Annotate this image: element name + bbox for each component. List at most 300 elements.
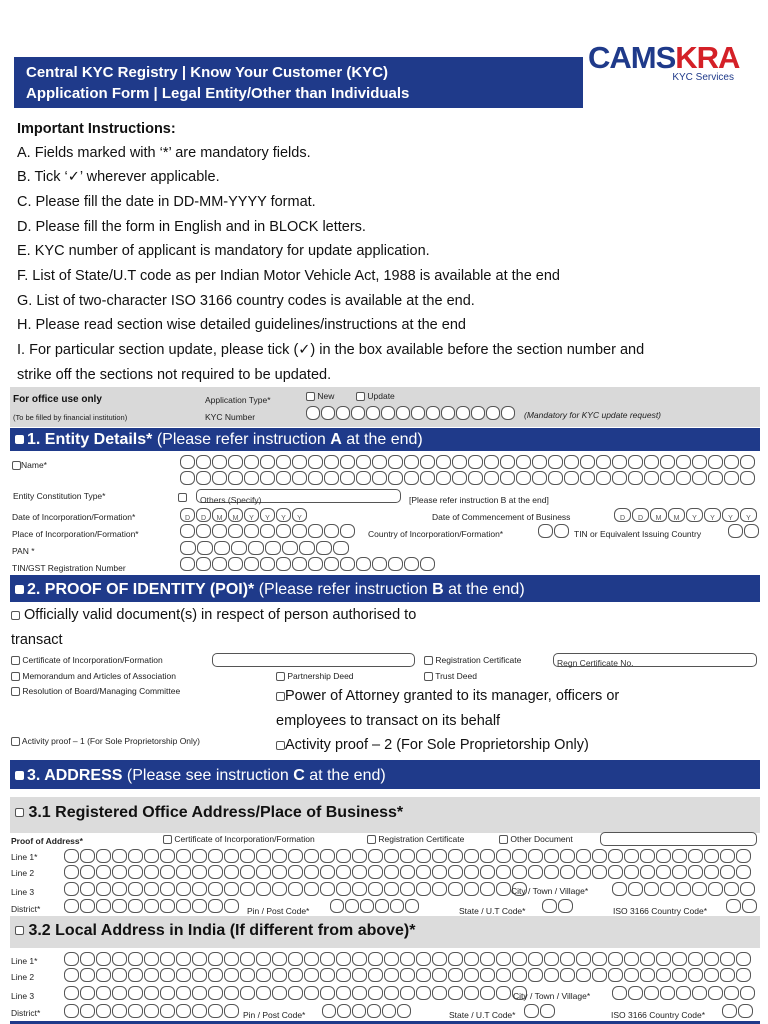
char-box[interactable] bbox=[64, 952, 79, 966]
char-box[interactable] bbox=[324, 455, 339, 469]
char-box[interactable] bbox=[400, 986, 415, 1000]
char-box[interactable] bbox=[644, 882, 659, 896]
char-box[interactable] bbox=[306, 406, 320, 420]
char-box[interactable] bbox=[231, 541, 247, 555]
char-box[interactable] bbox=[544, 849, 559, 863]
char-box[interactable] bbox=[336, 952, 351, 966]
poa-coi-checkbox[interactable]: Certificate of Incorporation/Formation bbox=[163, 834, 315, 844]
char-box[interactable] bbox=[471, 406, 485, 420]
char-box[interactable] bbox=[224, 986, 239, 1000]
char-box[interactable] bbox=[176, 899, 191, 913]
char-box[interactable] bbox=[436, 471, 451, 485]
char-box[interactable] bbox=[64, 986, 79, 1000]
activity1-checkbox[interactable]: Activity proof – 1 (For Sole Proprietorship Only) bbox=[11, 736, 200, 746]
char-box[interactable] bbox=[404, 557, 419, 571]
char-box[interactable] bbox=[316, 541, 332, 555]
char-box[interactable] bbox=[224, 882, 239, 896]
char-box[interactable] bbox=[256, 882, 271, 896]
char-box[interactable]: M bbox=[228, 508, 243, 522]
char-box[interactable] bbox=[288, 968, 303, 982]
char-box[interactable] bbox=[336, 865, 351, 879]
char-box[interactable] bbox=[432, 952, 447, 966]
char-box[interactable] bbox=[244, 471, 259, 485]
doc-date-boxes[interactable] bbox=[614, 508, 757, 522]
char-box[interactable] bbox=[368, 865, 383, 879]
char-box[interactable] bbox=[580, 455, 595, 469]
char-box[interactable] bbox=[324, 557, 339, 571]
char-box[interactable] bbox=[276, 557, 291, 571]
char-box[interactable] bbox=[276, 471, 291, 485]
char-box[interactable] bbox=[592, 968, 607, 982]
char-box[interactable] bbox=[720, 849, 735, 863]
char-box[interactable] bbox=[308, 471, 323, 485]
char-box[interactable] bbox=[276, 524, 291, 538]
char-box[interactable] bbox=[512, 952, 527, 966]
char-box[interactable] bbox=[256, 986, 271, 1000]
char-box[interactable]: Y bbox=[686, 508, 703, 522]
char-box[interactable] bbox=[388, 455, 403, 469]
char-box[interactable] bbox=[80, 952, 95, 966]
reg-city-boxes[interactable] bbox=[612, 882, 755, 896]
char-box[interactable] bbox=[688, 968, 703, 982]
char-box[interactable] bbox=[736, 865, 751, 879]
char-box[interactable] bbox=[416, 849, 431, 863]
char-box[interactable] bbox=[592, 849, 607, 863]
char-box[interactable] bbox=[416, 986, 431, 1000]
char-box[interactable] bbox=[272, 968, 287, 982]
char-box[interactable] bbox=[64, 899, 79, 913]
char-box[interactable]: D bbox=[196, 508, 211, 522]
char-box[interactable] bbox=[426, 406, 440, 420]
reg-iso-boxes[interactable] bbox=[726, 899, 757, 913]
char-box[interactable] bbox=[160, 849, 175, 863]
char-box[interactable] bbox=[320, 952, 335, 966]
char-box[interactable] bbox=[160, 952, 175, 966]
char-box[interactable] bbox=[356, 557, 371, 571]
char-box[interactable] bbox=[480, 882, 495, 896]
char-box[interactable] bbox=[724, 882, 739, 896]
char-box[interactable] bbox=[304, 882, 319, 896]
coi-proof-checkbox[interactable]: Certificate of Incorporation/Formation bbox=[11, 655, 163, 665]
char-box[interactable] bbox=[416, 865, 431, 879]
char-box[interactable] bbox=[240, 849, 255, 863]
char-box[interactable] bbox=[628, 455, 643, 469]
char-box[interactable] bbox=[196, 455, 211, 469]
char-box[interactable] bbox=[416, 968, 431, 982]
char-box[interactable] bbox=[352, 849, 367, 863]
char-box[interactable] bbox=[692, 986, 707, 1000]
char-box[interactable] bbox=[420, 557, 435, 571]
name-boxes-row2[interactable] bbox=[180, 471, 755, 485]
char-box[interactable] bbox=[640, 849, 655, 863]
char-box[interactable] bbox=[676, 986, 691, 1000]
char-box[interactable] bbox=[464, 986, 479, 1000]
char-box[interactable] bbox=[464, 849, 479, 863]
char-box[interactable] bbox=[112, 849, 127, 863]
char-box[interactable] bbox=[596, 471, 611, 485]
char-box[interactable] bbox=[192, 968, 207, 982]
local-district-boxes[interactable] bbox=[64, 1004, 239, 1018]
char-box[interactable]: D bbox=[614, 508, 631, 522]
char-box[interactable] bbox=[432, 968, 447, 982]
char-box[interactable] bbox=[720, 952, 735, 966]
char-box[interactable] bbox=[330, 899, 344, 913]
char-box[interactable] bbox=[96, 1004, 111, 1018]
char-box[interactable] bbox=[396, 406, 410, 420]
char-box[interactable] bbox=[308, 524, 323, 538]
char-box[interactable] bbox=[192, 1004, 207, 1018]
char-box[interactable] bbox=[228, 557, 243, 571]
char-box[interactable] bbox=[404, 455, 419, 469]
char-box[interactable] bbox=[738, 1004, 753, 1018]
char-box[interactable] bbox=[736, 952, 751, 966]
char-box[interactable]: D bbox=[180, 508, 195, 522]
char-box[interactable] bbox=[640, 968, 655, 982]
char-box[interactable] bbox=[432, 865, 447, 879]
char-box[interactable] bbox=[624, 968, 639, 982]
char-box[interactable] bbox=[288, 986, 303, 1000]
char-box[interactable] bbox=[160, 986, 175, 1000]
char-box[interactable] bbox=[720, 865, 735, 879]
char-box[interactable] bbox=[176, 968, 191, 982]
char-box[interactable] bbox=[608, 865, 623, 879]
char-box[interactable] bbox=[64, 849, 79, 863]
char-box[interactable] bbox=[576, 865, 591, 879]
char-box[interactable]: D bbox=[632, 508, 649, 522]
char-box[interactable] bbox=[144, 899, 159, 913]
char-box[interactable] bbox=[96, 899, 111, 913]
char-box[interactable] bbox=[144, 952, 159, 966]
char-box[interactable] bbox=[468, 455, 483, 469]
char-box[interactable] bbox=[176, 1004, 191, 1018]
char-box[interactable] bbox=[292, 471, 307, 485]
char-box[interactable] bbox=[688, 952, 703, 966]
char-box[interactable] bbox=[708, 986, 723, 1000]
kyc-number-boxes[interactable] bbox=[306, 406, 515, 420]
char-box[interactable] bbox=[228, 524, 243, 538]
char-box[interactable] bbox=[180, 455, 195, 469]
char-box[interactable] bbox=[672, 968, 687, 982]
char-box[interactable] bbox=[384, 882, 399, 896]
char-box[interactable] bbox=[500, 455, 515, 469]
char-box[interactable] bbox=[96, 849, 111, 863]
char-box[interactable] bbox=[397, 1004, 411, 1018]
char-box[interactable] bbox=[644, 986, 659, 1000]
char-box[interactable] bbox=[608, 952, 623, 966]
char-box[interactable] bbox=[260, 471, 275, 485]
char-box[interactable] bbox=[356, 471, 371, 485]
char-box[interactable] bbox=[464, 865, 479, 879]
char-box[interactable] bbox=[368, 968, 383, 982]
char-box[interactable] bbox=[96, 882, 111, 896]
char-box[interactable] bbox=[532, 455, 547, 469]
char-box[interactable] bbox=[288, 849, 303, 863]
char-box[interactable] bbox=[80, 968, 95, 982]
char-box[interactable] bbox=[308, 455, 323, 469]
section-3-checkbox[interactable] bbox=[15, 771, 24, 780]
char-box[interactable] bbox=[96, 865, 111, 879]
char-box[interactable] bbox=[112, 952, 127, 966]
char-box[interactable] bbox=[272, 849, 287, 863]
section-1-checkbox[interactable] bbox=[15, 435, 24, 444]
char-box[interactable] bbox=[468, 471, 483, 485]
char-box[interactable] bbox=[728, 524, 743, 538]
char-box[interactable] bbox=[432, 849, 447, 863]
char-box[interactable] bbox=[368, 952, 383, 966]
char-box[interactable] bbox=[726, 899, 741, 913]
char-box[interactable] bbox=[368, 986, 383, 1000]
char-box[interactable] bbox=[320, 986, 335, 1000]
char-box[interactable] bbox=[336, 882, 351, 896]
char-box[interactable] bbox=[544, 865, 559, 879]
char-box[interactable] bbox=[480, 986, 495, 1000]
char-box[interactable] bbox=[576, 952, 591, 966]
char-box[interactable] bbox=[372, 455, 387, 469]
tin-country-boxes[interactable] bbox=[728, 524, 759, 538]
char-box[interactable] bbox=[742, 899, 757, 913]
local-iso-boxes[interactable] bbox=[722, 1004, 753, 1018]
coi-boxes[interactable] bbox=[538, 524, 569, 538]
char-box[interactable] bbox=[176, 849, 191, 863]
char-box[interactable] bbox=[672, 952, 687, 966]
reg-pin-boxes[interactable] bbox=[330, 899, 419, 913]
char-box[interactable] bbox=[516, 471, 531, 485]
char-box[interactable] bbox=[128, 952, 143, 966]
char-box[interactable] bbox=[452, 455, 467, 469]
char-box[interactable] bbox=[544, 952, 559, 966]
char-box[interactable] bbox=[704, 952, 719, 966]
char-box[interactable] bbox=[411, 406, 425, 420]
char-box[interactable] bbox=[352, 1004, 366, 1018]
char-box[interactable] bbox=[708, 882, 723, 896]
poi-boxes[interactable] bbox=[180, 524, 355, 538]
char-box[interactable] bbox=[322, 1004, 336, 1018]
char-box[interactable] bbox=[501, 406, 515, 420]
char-box[interactable] bbox=[720, 968, 735, 982]
char-box[interactable] bbox=[197, 541, 213, 555]
char-box[interactable]: Y bbox=[740, 508, 757, 522]
char-box[interactable] bbox=[404, 471, 419, 485]
char-box[interactable] bbox=[528, 968, 543, 982]
char-box[interactable] bbox=[724, 986, 739, 1000]
char-box[interactable] bbox=[464, 968, 479, 982]
char-box[interactable] bbox=[656, 952, 671, 966]
char-box[interactable] bbox=[80, 882, 95, 896]
local-city-boxes[interactable] bbox=[612, 986, 755, 1000]
char-box[interactable] bbox=[448, 952, 463, 966]
char-box[interactable] bbox=[448, 865, 463, 879]
char-box[interactable] bbox=[480, 865, 495, 879]
char-box[interactable] bbox=[208, 882, 223, 896]
char-box[interactable] bbox=[384, 986, 399, 1000]
char-box[interactable] bbox=[276, 455, 291, 469]
poa-reg-cert-checkbox[interactable]: Registration Certificate bbox=[367, 834, 464, 844]
char-box[interactable] bbox=[375, 899, 389, 913]
char-box[interactable] bbox=[64, 865, 79, 879]
char-box[interactable] bbox=[144, 849, 159, 863]
char-box[interactable] bbox=[676, 455, 691, 469]
char-box[interactable] bbox=[496, 865, 511, 879]
char-box[interactable] bbox=[345, 899, 359, 913]
char-box[interactable] bbox=[432, 882, 447, 896]
char-box[interactable] bbox=[400, 882, 415, 896]
char-box[interactable] bbox=[176, 986, 191, 1000]
char-box[interactable] bbox=[352, 865, 367, 879]
others-specify-field[interactable]: Others (Specify) bbox=[196, 489, 401, 503]
char-box[interactable] bbox=[656, 968, 671, 982]
reg-state-boxes[interactable] bbox=[542, 899, 573, 913]
char-box[interactable] bbox=[580, 471, 595, 485]
char-box[interactable] bbox=[240, 968, 255, 982]
char-box[interactable] bbox=[416, 952, 431, 966]
char-box[interactable] bbox=[496, 968, 511, 982]
char-box[interactable] bbox=[676, 471, 691, 485]
char-box[interactable] bbox=[80, 899, 95, 913]
char-box[interactable] bbox=[480, 952, 495, 966]
char-box[interactable] bbox=[384, 865, 399, 879]
char-box[interactable] bbox=[260, 557, 275, 571]
char-box[interactable] bbox=[740, 986, 755, 1000]
char-box[interactable]: Y bbox=[276, 508, 291, 522]
char-box[interactable] bbox=[740, 471, 755, 485]
char-box[interactable]: Y bbox=[260, 508, 275, 522]
char-box[interactable] bbox=[405, 899, 419, 913]
reg-line2-boxes[interactable] bbox=[64, 865, 751, 879]
char-box[interactable] bbox=[224, 849, 239, 863]
char-box[interactable] bbox=[528, 952, 543, 966]
reg-district-boxes[interactable] bbox=[64, 899, 239, 913]
char-box[interactable] bbox=[208, 968, 223, 982]
char-box[interactable] bbox=[240, 865, 255, 879]
char-box[interactable] bbox=[612, 986, 627, 1000]
char-box[interactable] bbox=[224, 952, 239, 966]
char-box[interactable] bbox=[524, 1004, 539, 1018]
char-box[interactable]: Y bbox=[244, 508, 259, 522]
char-box[interactable] bbox=[436, 455, 451, 469]
char-box[interactable] bbox=[672, 849, 687, 863]
char-box[interactable] bbox=[496, 849, 511, 863]
char-box[interactable] bbox=[292, 557, 307, 571]
char-box[interactable] bbox=[321, 406, 335, 420]
char-box[interactable] bbox=[400, 849, 415, 863]
char-box[interactable] bbox=[96, 952, 111, 966]
char-box[interactable] bbox=[160, 865, 175, 879]
char-box[interactable] bbox=[96, 986, 111, 1000]
char-box[interactable] bbox=[336, 849, 351, 863]
char-box[interactable] bbox=[208, 986, 223, 1000]
char-box[interactable] bbox=[176, 882, 191, 896]
char-box[interactable] bbox=[240, 986, 255, 1000]
char-box[interactable] bbox=[64, 968, 79, 982]
char-box[interactable] bbox=[144, 882, 159, 896]
char-box[interactable] bbox=[176, 865, 191, 879]
char-box[interactable] bbox=[704, 865, 719, 879]
char-box[interactable] bbox=[292, 455, 307, 469]
char-box[interactable] bbox=[212, 471, 227, 485]
char-box[interactable] bbox=[612, 455, 627, 469]
char-box[interactable] bbox=[448, 882, 463, 896]
char-box[interactable] bbox=[564, 471, 579, 485]
char-box[interactable] bbox=[500, 471, 515, 485]
char-box[interactable] bbox=[144, 865, 159, 879]
char-box[interactable] bbox=[324, 471, 339, 485]
char-box[interactable] bbox=[112, 865, 127, 879]
pan-boxes[interactable] bbox=[180, 541, 349, 555]
char-box[interactable] bbox=[144, 986, 159, 1000]
char-box[interactable] bbox=[288, 865, 303, 879]
char-box[interactable] bbox=[688, 849, 703, 863]
char-box[interactable] bbox=[486, 406, 500, 420]
char-box[interactable] bbox=[624, 865, 639, 879]
char-box[interactable] bbox=[576, 849, 591, 863]
char-box[interactable] bbox=[351, 406, 365, 420]
char-box[interactable] bbox=[644, 471, 659, 485]
char-box[interactable] bbox=[340, 471, 355, 485]
char-box[interactable] bbox=[340, 455, 355, 469]
constitution-checkbox[interactable] bbox=[178, 489, 187, 507]
char-box[interactable] bbox=[722, 1004, 737, 1018]
char-box[interactable] bbox=[512, 968, 527, 982]
char-box[interactable] bbox=[548, 455, 563, 469]
char-box[interactable] bbox=[128, 968, 143, 982]
char-box[interactable] bbox=[512, 865, 527, 879]
char-box[interactable] bbox=[224, 899, 239, 913]
char-box[interactable] bbox=[656, 849, 671, 863]
char-box[interactable] bbox=[628, 471, 643, 485]
char-box[interactable] bbox=[304, 968, 319, 982]
char-box[interactable] bbox=[288, 952, 303, 966]
char-box[interactable] bbox=[480, 849, 495, 863]
char-box[interactable] bbox=[80, 986, 95, 1000]
char-box[interactable] bbox=[272, 986, 287, 1000]
char-box[interactable] bbox=[128, 986, 143, 1000]
local-line2-boxes[interactable] bbox=[64, 968, 751, 982]
char-box[interactable] bbox=[688, 865, 703, 879]
char-box[interactable] bbox=[744, 524, 759, 538]
char-box[interactable] bbox=[388, 471, 403, 485]
char-box[interactable] bbox=[112, 968, 127, 982]
char-box[interactable] bbox=[196, 557, 211, 571]
char-box[interactable] bbox=[736, 849, 751, 863]
ovd-checkbox[interactable]: Officially valid document(s) in respect of person authorised to bbox=[11, 607, 416, 623]
char-box[interactable] bbox=[208, 899, 223, 913]
char-box[interactable] bbox=[416, 882, 431, 896]
char-box[interactable] bbox=[512, 849, 527, 863]
char-box[interactable] bbox=[441, 406, 455, 420]
char-box[interactable] bbox=[256, 849, 271, 863]
reg-cert-no-field[interactable]: Regn Certificate No. bbox=[553, 653, 757, 667]
char-box[interactable] bbox=[128, 882, 143, 896]
char-box[interactable] bbox=[740, 882, 755, 896]
char-box[interactable] bbox=[736, 968, 751, 982]
char-box[interactable] bbox=[244, 524, 259, 538]
char-box[interactable] bbox=[256, 865, 271, 879]
char-box[interactable] bbox=[660, 986, 675, 1000]
char-box[interactable] bbox=[372, 557, 387, 571]
char-box[interactable] bbox=[564, 455, 579, 469]
char-box[interactable] bbox=[192, 952, 207, 966]
char-box[interactable] bbox=[538, 524, 553, 538]
char-box[interactable] bbox=[384, 952, 399, 966]
char-box[interactable] bbox=[496, 882, 511, 896]
char-box[interactable] bbox=[384, 849, 399, 863]
char-box[interactable] bbox=[367, 1004, 381, 1018]
char-box[interactable] bbox=[320, 849, 335, 863]
char-box[interactable] bbox=[496, 986, 511, 1000]
char-box[interactable] bbox=[540, 1004, 555, 1018]
char-box[interactable] bbox=[660, 471, 675, 485]
char-box[interactable] bbox=[532, 471, 547, 485]
